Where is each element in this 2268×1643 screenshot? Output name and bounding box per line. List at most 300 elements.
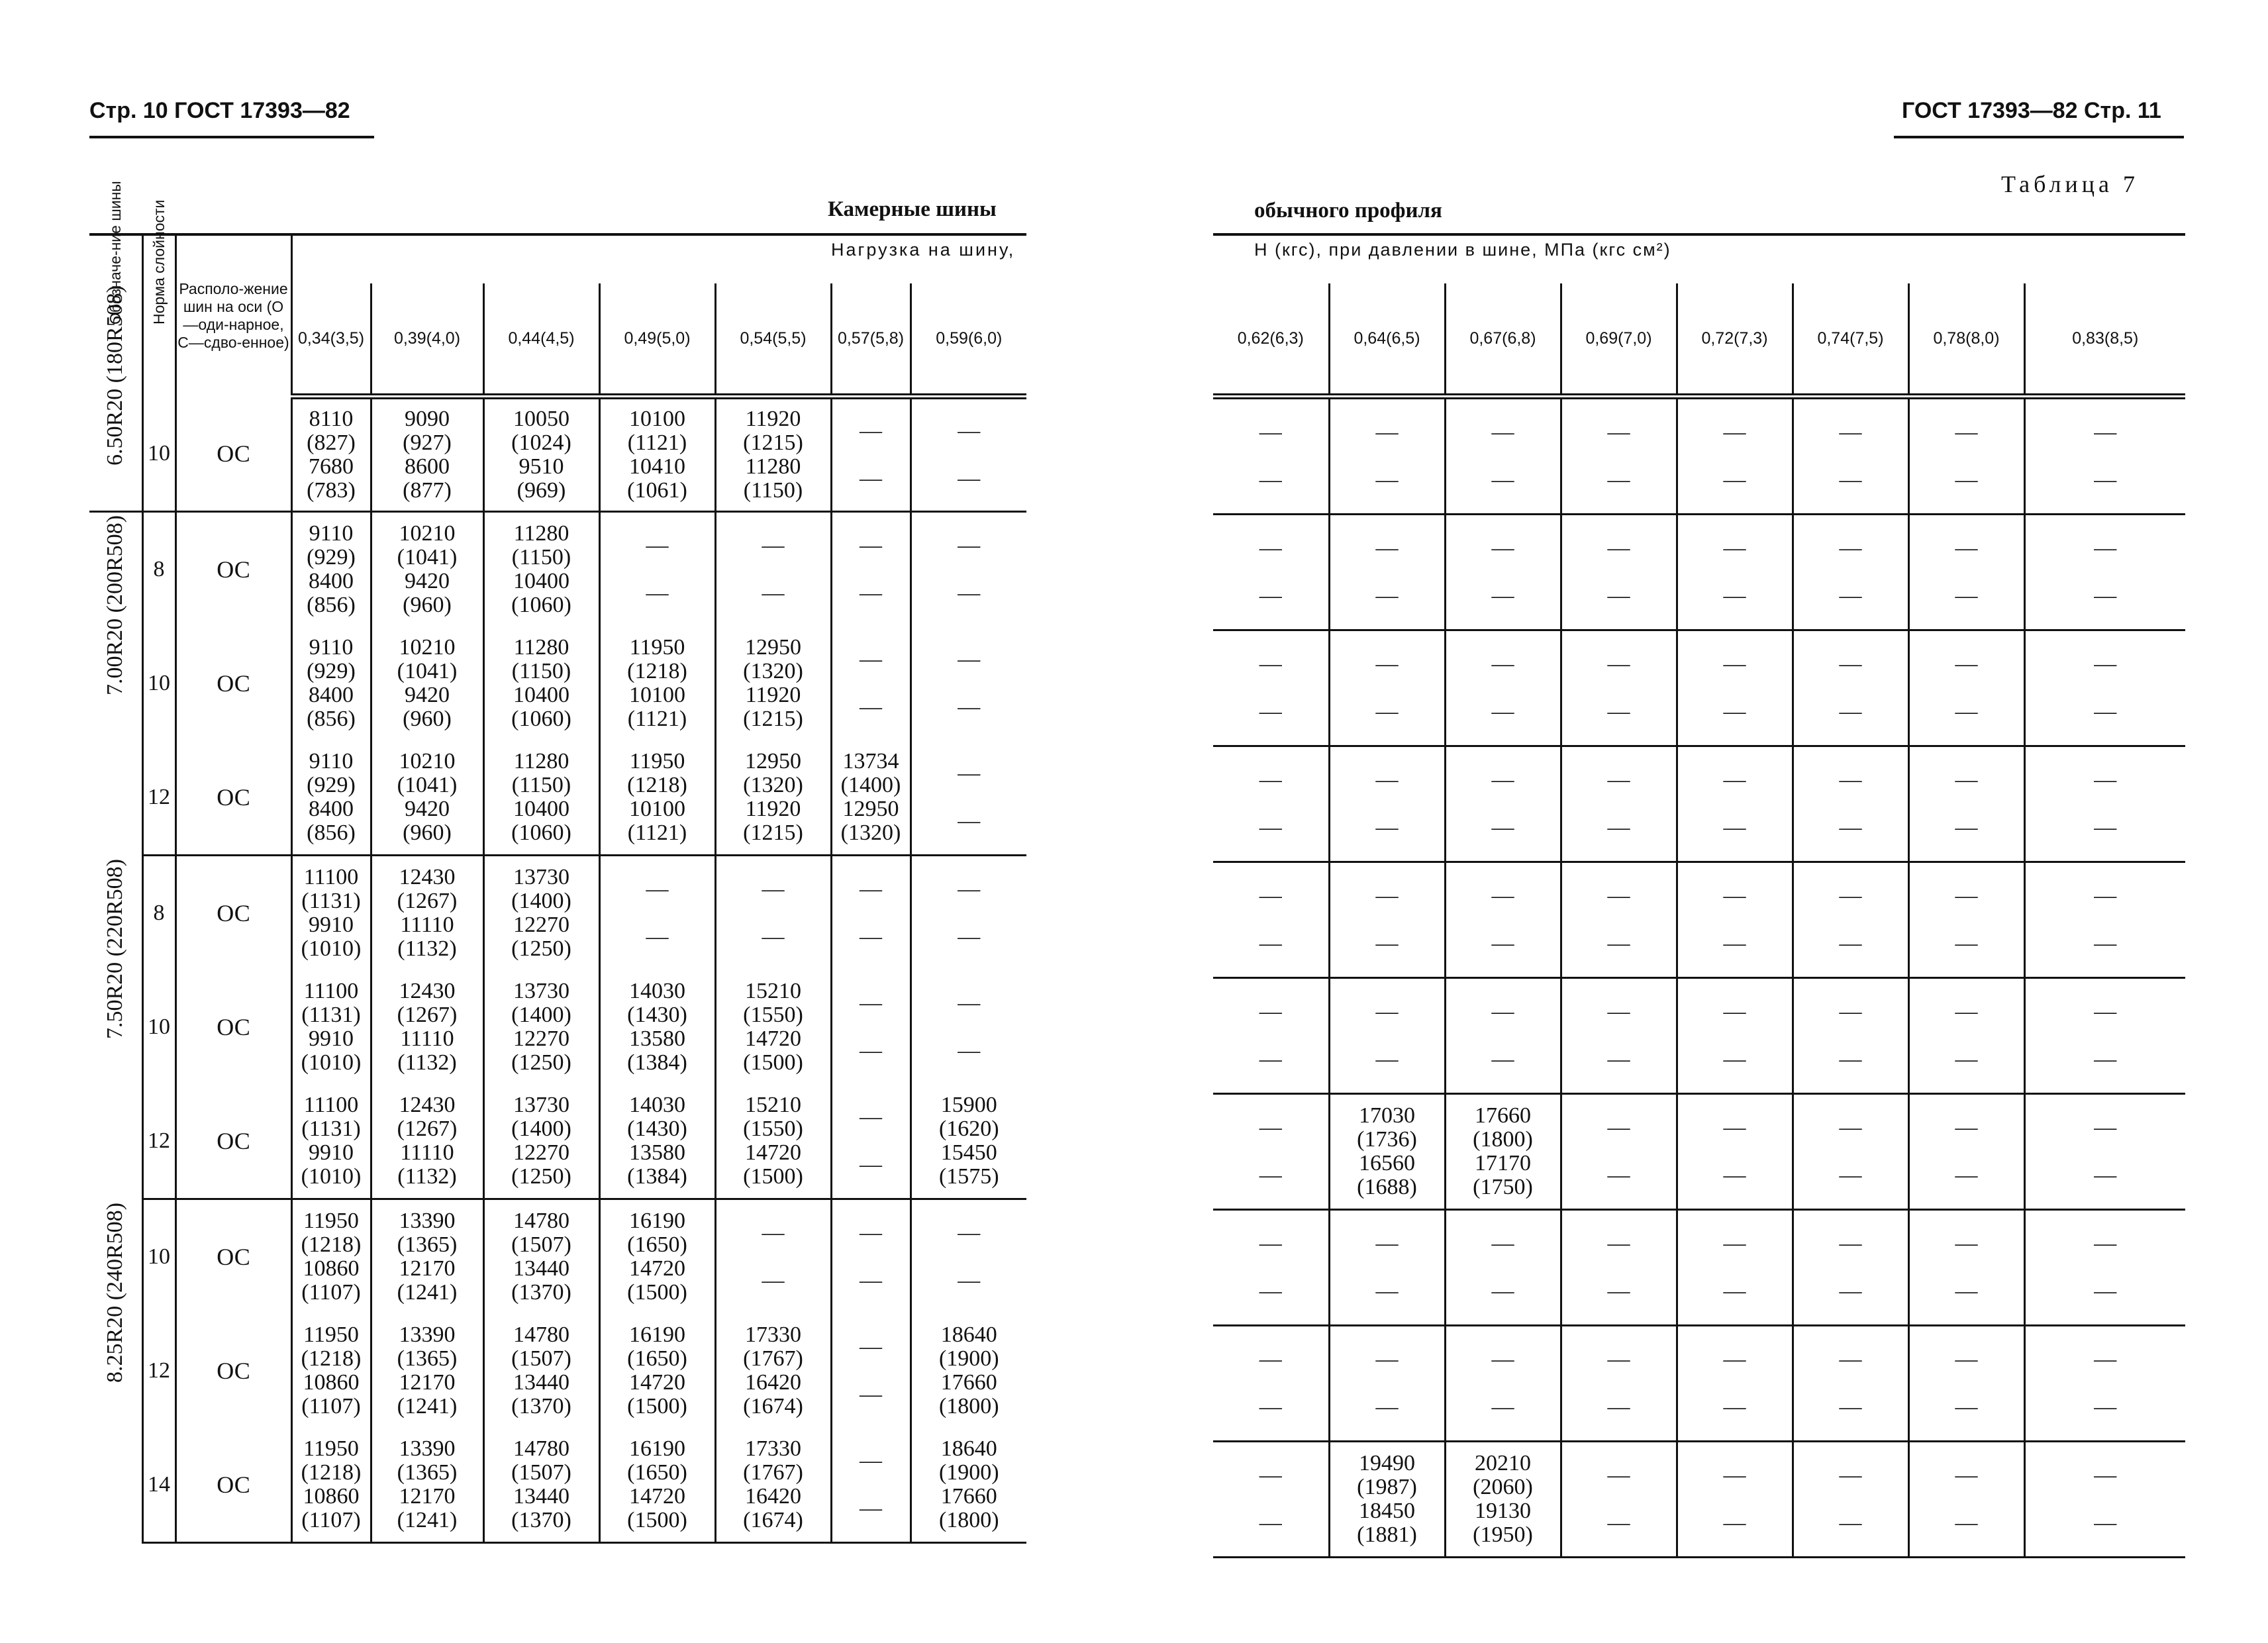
value-line: 11100 (303, 1092, 359, 1117)
position-line: С (234, 1357, 250, 1384)
data-row (1213, 1210, 2185, 1326)
value-line: 16190 (629, 1436, 685, 1461)
pressure-line: 0,34 (297, 329, 330, 348)
value-line: — (860, 466, 882, 491)
value-line: — (1839, 1395, 1862, 1419)
value-line: — (1839, 420, 1862, 444)
pressure-line: (5,8) (869, 329, 905, 348)
value-line: — (860, 924, 882, 949)
value-line: — (1491, 768, 1514, 792)
empty-value-cell (1908, 630, 2024, 746)
value-line: 11950 (629, 634, 685, 660)
value-line: — (1839, 1231, 1862, 1256)
load-value-cell (371, 1199, 483, 1314)
value-line: 19130 (1475, 1499, 1531, 1523)
empty-value-cell (1561, 630, 1677, 746)
value-line: (1750) (1473, 1175, 1533, 1199)
value-line: — (1259, 1347, 1282, 1371)
ply-rating-cell: 12 (142, 740, 175, 856)
value-line: — (1607, 883, 1630, 908)
empty-value-cell (1213, 1326, 1329, 1442)
value-line: — (2094, 699, 2117, 724)
value-line: — (1259, 1115, 1282, 1140)
header-row-pressures (1213, 283, 2185, 397)
value-line: 13390 (399, 1208, 456, 1233)
empty-value-cell (2024, 630, 2185, 746)
load-value-cell (371, 1084, 483, 1199)
empty-value-cell (1908, 397, 2024, 515)
value-line: (1507) (511, 1460, 571, 1485)
value-line: 17170 (1475, 1151, 1531, 1175)
value-line: (1320) (743, 658, 803, 683)
value-line: — (1839, 1463, 1862, 1487)
value-line: — (1375, 931, 1399, 956)
value-line: — (1955, 1511, 1978, 1535)
empty-value-cell (1329, 862, 1445, 978)
empty-value-cell (1213, 1094, 1329, 1210)
value-line: — (646, 876, 669, 901)
value-line: (1250) (511, 936, 571, 961)
load-value-cell (371, 397, 483, 512)
value-line: — (1607, 768, 1630, 792)
load-value-cell (715, 970, 831, 1084)
value-line: (1370) (511, 1393, 571, 1419)
value-line: — (1259, 468, 1282, 492)
pressure-line: (6,0) (967, 329, 1003, 348)
tire-size-cell (89, 511, 142, 855)
value-line: — (2094, 420, 2117, 444)
pressure-header (911, 283, 1026, 397)
value-line: — (2094, 1511, 2117, 1535)
pressure-line: (4,0) (426, 329, 461, 348)
pressure-line: (8,0) (1965, 329, 2000, 348)
load-value-cell (715, 740, 831, 856)
value-line: (1950) (1473, 1522, 1533, 1547)
value-line: 17660 (940, 1369, 997, 1395)
load-value-cell (599, 740, 715, 856)
value-line: 10860 (303, 1483, 360, 1509)
position-line: О (217, 670, 234, 697)
tire-size-cell (89, 285, 142, 512)
position-line: О (217, 1243, 234, 1270)
position-line: О (217, 899, 234, 926)
value-line: (1370) (511, 1279, 571, 1305)
pressure-line: 0,78 (1933, 329, 1966, 348)
value-line: (1131) (301, 1002, 361, 1027)
empty-value-cell (1213, 862, 1329, 978)
value-line: — (1491, 1279, 1514, 1303)
value-line: — (1491, 1047, 1514, 1071)
pressure-header (1329, 283, 1445, 397)
value-line: — (1259, 420, 1282, 444)
value-line: — (2094, 536, 2117, 560)
value-line: 8400 (309, 682, 354, 707)
value-line: — (1607, 931, 1630, 956)
load-value-cell (715, 1084, 831, 1199)
value-line: — (860, 1334, 882, 1359)
value-line: (1010) (301, 1050, 362, 1075)
load-value-cell (483, 1084, 599, 1199)
ply-rating-cell: 8 (142, 511, 175, 626)
load-value-cell (715, 626, 831, 740)
value-line: — (1491, 1347, 1514, 1371)
value-line: — (2094, 468, 2117, 492)
value-line: — (1375, 536, 1399, 560)
value-line: (1500) (627, 1507, 687, 1532)
value-line: — (1955, 583, 1978, 608)
value-line: — (762, 876, 785, 901)
empty-value-cell (1793, 746, 1908, 862)
data-row (89, 1199, 1026, 1314)
value-line: — (1375, 652, 1399, 676)
empty-value-cell (831, 970, 911, 1084)
tire-size-label: 7.50R20 (220R508) (103, 858, 128, 1039)
empty-value-cell (2024, 1210, 2185, 1326)
empty-value-cell (911, 626, 1026, 740)
value-line: — (860, 1152, 882, 1177)
value-line: 16420 (745, 1483, 801, 1509)
value-line: 7680 (309, 454, 354, 479)
value-line: 14720 (745, 1140, 801, 1165)
value-line: (1107) (301, 1507, 361, 1532)
value-line: — (1607, 1347, 1630, 1371)
value-line: — (1259, 583, 1282, 608)
value-line: 11100 (303, 864, 359, 889)
load-value-cell (371, 1428, 483, 1543)
load-value-cell (599, 626, 715, 740)
value-line: (1218) (627, 658, 687, 683)
position-line: С (234, 1013, 250, 1040)
empty-value-cell (1329, 746, 1445, 862)
tire-size-label: 6.50R20 (180R508) (103, 285, 128, 466)
value-line: (1267) (397, 1116, 458, 1141)
value-line: — (860, 580, 882, 605)
value-line: — (1955, 1347, 1978, 1371)
value-line: (1384) (627, 1050, 687, 1075)
value-line: — (860, 876, 882, 901)
empty-value-cell (1677, 515, 1793, 630)
value-line: 11950 (629, 748, 685, 773)
value-line: — (958, 876, 981, 901)
value-line: — (2094, 1395, 2117, 1419)
value-line: 12270 (513, 1026, 569, 1051)
empty-value-cell (1445, 397, 1561, 515)
value-line: (1215) (743, 706, 803, 731)
value-line: — (1955, 468, 1978, 492)
pressure-header (483, 283, 599, 397)
value-line: — (1839, 1279, 1862, 1303)
value-line: — (1723, 536, 1746, 560)
value-line: — (1723, 583, 1746, 608)
value-line: (969) (517, 477, 566, 503)
empty-value-cell (2024, 1326, 2185, 1442)
value-line: — (1723, 1347, 1746, 1371)
position-line: О (217, 1013, 234, 1040)
value-line: — (1723, 931, 1746, 956)
value-line: — (1839, 931, 1862, 956)
value-line: — (1491, 815, 1514, 840)
value-line: — (860, 1495, 882, 1520)
value-line: — (958, 1268, 981, 1293)
position-line: С (234, 1243, 250, 1270)
position-line: С (234, 556, 250, 583)
value-line: (877) (403, 477, 452, 503)
value-line: — (2094, 1279, 2117, 1303)
value-line: — (1375, 699, 1399, 724)
pressure-line: 0,62 (1237, 329, 1270, 348)
value-line: 14720 (629, 1369, 685, 1395)
value-line: 10860 (303, 1369, 360, 1395)
position-cell (175, 626, 291, 740)
ply-rating-cell: 8 (142, 855, 175, 970)
empty-value-cell (1908, 746, 2024, 862)
load-caption-right: Н (кгс), при давлении в шине, МПа (кгс см²) (1254, 240, 1671, 260)
empty-value-cell (1329, 1326, 1445, 1442)
value-line: 18640 (940, 1436, 997, 1461)
value-line: (1370) (511, 1507, 571, 1532)
load-value-cell (483, 970, 599, 1084)
value-line: (1365) (397, 1232, 458, 1257)
pressure-line: 0,59 (936, 329, 968, 348)
value-line: — (1723, 1115, 1746, 1140)
value-line: — (1607, 999, 1630, 1024)
value-line: — (1839, 536, 1862, 560)
value-line: (1500) (627, 1393, 687, 1419)
empty-value-cell (831, 1428, 911, 1543)
position-line: О (217, 1127, 234, 1154)
value-line: (1107) (301, 1279, 361, 1305)
load-value-cell (291, 855, 371, 970)
value-line: 13730 (513, 1092, 569, 1117)
empty-value-cell (1213, 515, 1329, 630)
value-line: (1218) (301, 1460, 362, 1485)
value-line: 12430 (399, 1092, 456, 1117)
position-line: О (217, 440, 234, 467)
value-line: — (1955, 931, 1978, 956)
load-value-cell (483, 1314, 599, 1428)
value-line: (1620) (938, 1116, 999, 1141)
data-row (1213, 1326, 2185, 1442)
value-line: — (1955, 999, 1978, 1024)
pressure-header (715, 283, 831, 397)
value-line: (1150) (511, 658, 571, 683)
empty-value-cell (831, 626, 911, 740)
pressure-line: (5,0) (656, 329, 691, 348)
value-line: 9910 (309, 1140, 354, 1165)
value-line: — (860, 646, 882, 672)
value-line: 17030 (1359, 1103, 1415, 1128)
load-value-cell (911, 1084, 1026, 1199)
empty-value-cell (831, 511, 911, 626)
value-line: — (1375, 1047, 1399, 1071)
empty-value-cell (1445, 978, 1561, 1094)
value-line: — (1955, 815, 1978, 840)
value-line: 14030 (629, 1092, 685, 1117)
empty-value-cell (1561, 515, 1677, 630)
value-line: (960) (403, 820, 452, 845)
value-line: (1041) (397, 658, 458, 683)
position-line: С (234, 783, 250, 811)
value-line: 10400 (513, 796, 569, 821)
value-line: — (860, 694, 882, 719)
empty-value-cell (1329, 515, 1445, 630)
position-cell (175, 511, 291, 626)
load-value-cell (715, 397, 831, 512)
value-line: (856) (307, 706, 356, 731)
value-line: — (1839, 768, 1862, 792)
value-line: 11920 (745, 796, 801, 821)
value-line: (1430) (627, 1116, 687, 1141)
empty-value-cell (911, 511, 1026, 626)
value-line: — (1607, 1511, 1630, 1535)
value-line: 10400 (513, 568, 569, 593)
pressure-line: (5,5) (772, 329, 807, 348)
value-line: (1150) (511, 544, 571, 570)
empty-value-cell (1793, 978, 1908, 1094)
value-line: — (1955, 1279, 1978, 1303)
value-line: — (1491, 420, 1514, 444)
value-line: — (1259, 768, 1282, 792)
value-line: 11280 (513, 634, 569, 660)
load-value-cell (911, 1428, 1026, 1543)
empty-value-cell (1329, 978, 1445, 1094)
value-line: 12270 (513, 1140, 569, 1165)
value-line: — (1723, 1279, 1746, 1303)
value-line: 13440 (513, 1369, 569, 1395)
empty-value-cell (1561, 397, 1677, 515)
value-line: — (1955, 1115, 1978, 1140)
value-line: — (1259, 1163, 1282, 1187)
position-line: О (217, 556, 234, 583)
value-line: — (1723, 815, 1746, 840)
value-line: — (1607, 1231, 1630, 1256)
value-line: 10100 (629, 796, 685, 821)
value-line: 9110 (309, 634, 354, 660)
empty-value-cell (831, 855, 911, 970)
empty-value-cell (1677, 630, 1793, 746)
value-line: — (1955, 1163, 1978, 1187)
empty-value-cell (1561, 862, 1677, 978)
pressure-header (599, 283, 715, 397)
empty-value-cell (1793, 515, 1908, 630)
value-line: — (1723, 999, 1746, 1024)
value-line: (1500) (743, 1164, 803, 1189)
value-line: 9420 (405, 682, 450, 707)
value-line: — (1955, 1231, 1978, 1256)
empty-value-cell (2024, 1442, 2185, 1558)
value-line: 17330 (745, 1436, 801, 1461)
value-line: 10100 (629, 682, 685, 707)
value-line: 10860 (303, 1256, 360, 1281)
value-line: (1267) (397, 888, 458, 913)
empty-value-cell (2024, 862, 2185, 978)
empty-value-cell (2024, 978, 2185, 1094)
value-line: — (1607, 420, 1630, 444)
position-line: О (217, 783, 234, 811)
value-line: 14780 (513, 1208, 569, 1233)
value-line: — (1955, 699, 1978, 724)
ply-rating-cell: 10 (142, 626, 175, 740)
value-line: (1320) (840, 820, 901, 845)
value-line: — (1955, 768, 1978, 792)
value-line: (856) (307, 592, 356, 617)
value-line: (1107) (301, 1393, 361, 1419)
value-line: — (1491, 536, 1514, 560)
value-line: — (1955, 1047, 1978, 1071)
value-line: — (1723, 1047, 1746, 1071)
empty-value-cell (1213, 397, 1329, 515)
value-line: (1365) (397, 1460, 458, 1485)
value-line: 9110 (309, 748, 354, 773)
load-value-cell (291, 1084, 371, 1199)
value-line: 10050 (513, 406, 569, 431)
value-line: 9510 (518, 454, 564, 479)
pressure-line: (6,3) (1269, 329, 1304, 348)
data-row (1213, 397, 2185, 515)
empty-value-cell (1677, 978, 1793, 1094)
value-line: 15900 (940, 1092, 997, 1117)
value-line: — (1607, 652, 1630, 676)
value-line: — (1839, 583, 1862, 608)
value-line: — (762, 1220, 785, 1245)
value-line: — (1723, 699, 1746, 724)
value-line: — (1839, 1347, 1862, 1371)
load-value-cell (599, 397, 715, 512)
value-line: (1500) (627, 1279, 687, 1305)
value-line: (1218) (301, 1346, 362, 1371)
value-line: (1575) (938, 1164, 999, 1189)
value-line: — (1259, 1279, 1282, 1303)
value-line: 10210 (399, 748, 456, 773)
value-line: 17660 (1475, 1103, 1531, 1128)
position-cell (175, 740, 291, 856)
value-line: 11920 (745, 682, 801, 707)
empty-value-cell (1793, 630, 1908, 746)
value-line: 10100 (629, 406, 685, 431)
load-value-cell (291, 970, 371, 1084)
empty-value-cell (1445, 630, 1561, 746)
value-line: (1400) (511, 1116, 571, 1141)
value-line: — (1839, 1163, 1862, 1187)
value-line: 19490 (1359, 1451, 1415, 1475)
value-line: 15210 (745, 1092, 801, 1117)
value-line: (1430) (627, 1002, 687, 1027)
empty-value-cell (1445, 1210, 1561, 1326)
empty-value-cell (1445, 746, 1561, 862)
value-line: — (646, 924, 669, 949)
value-line: (1215) (743, 820, 803, 845)
value-line: (1550) (743, 1002, 803, 1027)
value-line: — (958, 694, 981, 719)
value-line: — (1607, 1163, 1630, 1187)
load-value-cell (291, 1428, 371, 1543)
value-line: 9910 (309, 912, 354, 937)
value-line: 11110 (400, 1026, 454, 1051)
value-line: 13730 (513, 978, 569, 1003)
value-line: — (762, 1268, 785, 1293)
empty-value-cell (2024, 397, 2185, 515)
value-line: — (860, 532, 882, 558)
value-line: 14780 (513, 1436, 569, 1461)
value-line: — (1375, 1347, 1399, 1371)
value-line: 18450 (1359, 1499, 1415, 1523)
position-line: С (234, 670, 250, 697)
position-cell (175, 1428, 291, 1543)
pressure-line: 0,49 (624, 329, 657, 348)
value-line: — (860, 1448, 882, 1473)
value-line: (1215) (743, 430, 803, 455)
load-value-cell (371, 626, 483, 740)
